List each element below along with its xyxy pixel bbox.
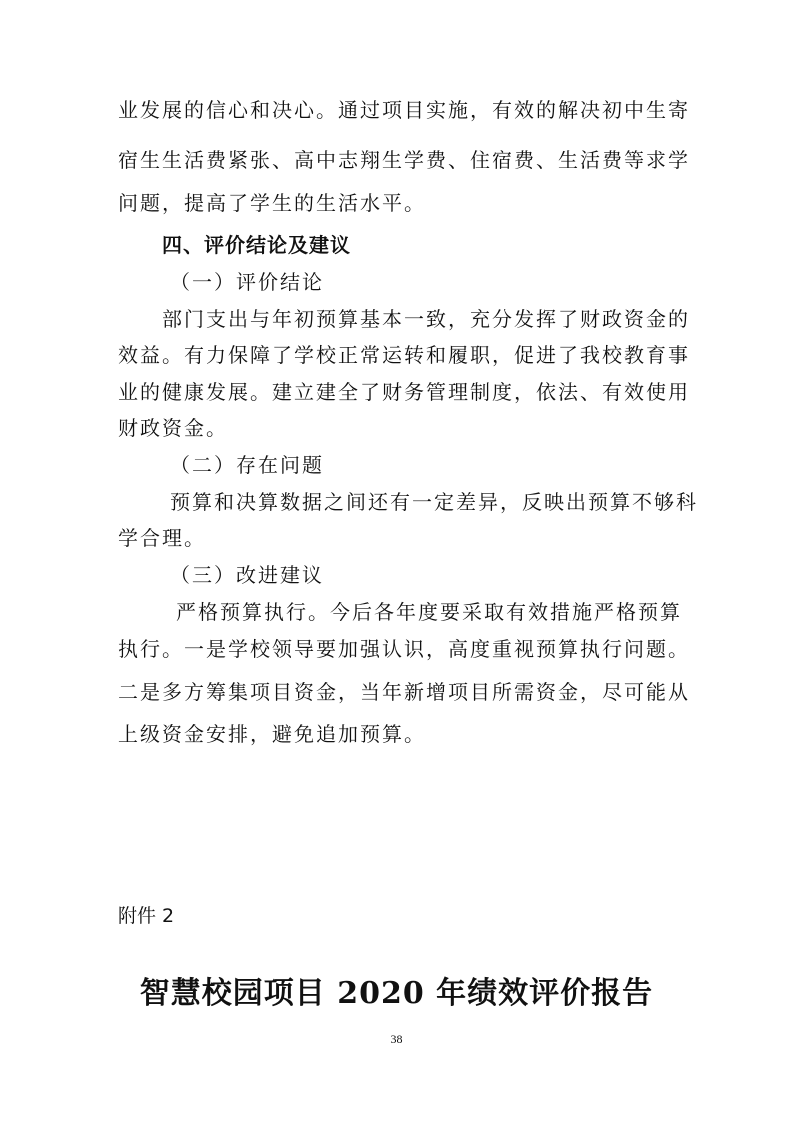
body-line: 部门支出与年初预算基本一致，充分发挥了财政资金的: [162, 307, 690, 331]
subsection-heading: （三）改进建议: [170, 563, 324, 587]
body-line: 财政资金。: [118, 416, 228, 440]
body-line: 上级资金安排，避免追加预算。: [118, 722, 426, 746]
subsection-heading: （一）评价结论: [170, 270, 324, 294]
body-line: 学合理。: [118, 526, 206, 550]
subsection-heading: （二）存在问题: [170, 453, 324, 477]
page-number: 38: [390, 1032, 403, 1046]
body-line: 执行。一是学校领导要加强认识，高度重视预算执行问题。: [118, 637, 690, 661]
body-line: 宿生生活费紧张、高中志翔生学费、住宿费、生活费等求学: [118, 148, 690, 172]
body-line: 严格预算执行。今后各年度要采取有效措施严格预算: [176, 600, 682, 624]
body-line: 二是多方筹集项目资金，当年新增项目所需资金，尽可能从: [118, 680, 690, 704]
body-line: 效益。有力保障了学校正常运转和履职，促进了我校教育事: [118, 343, 690, 367]
body-line: 业发展的信心和决心。通过项目实施，有效的解决初中生寄: [118, 98, 690, 122]
report-title: 智慧校园项目 2020 年绩效评价报告: [139, 976, 654, 1011]
body-line: 业的健康发展。建立建全了财务管理制度，依法、有效使用: [118, 380, 690, 404]
body-line: 预算和决算数据之间还有一定差异，反映出预算不够科: [170, 490, 698, 514]
body-line: 问题，提高了学生的生活水平。: [118, 191, 426, 215]
section-heading: 四、评价结论及建议: [162, 233, 351, 257]
attachment-label: 附件 2: [118, 905, 175, 927]
